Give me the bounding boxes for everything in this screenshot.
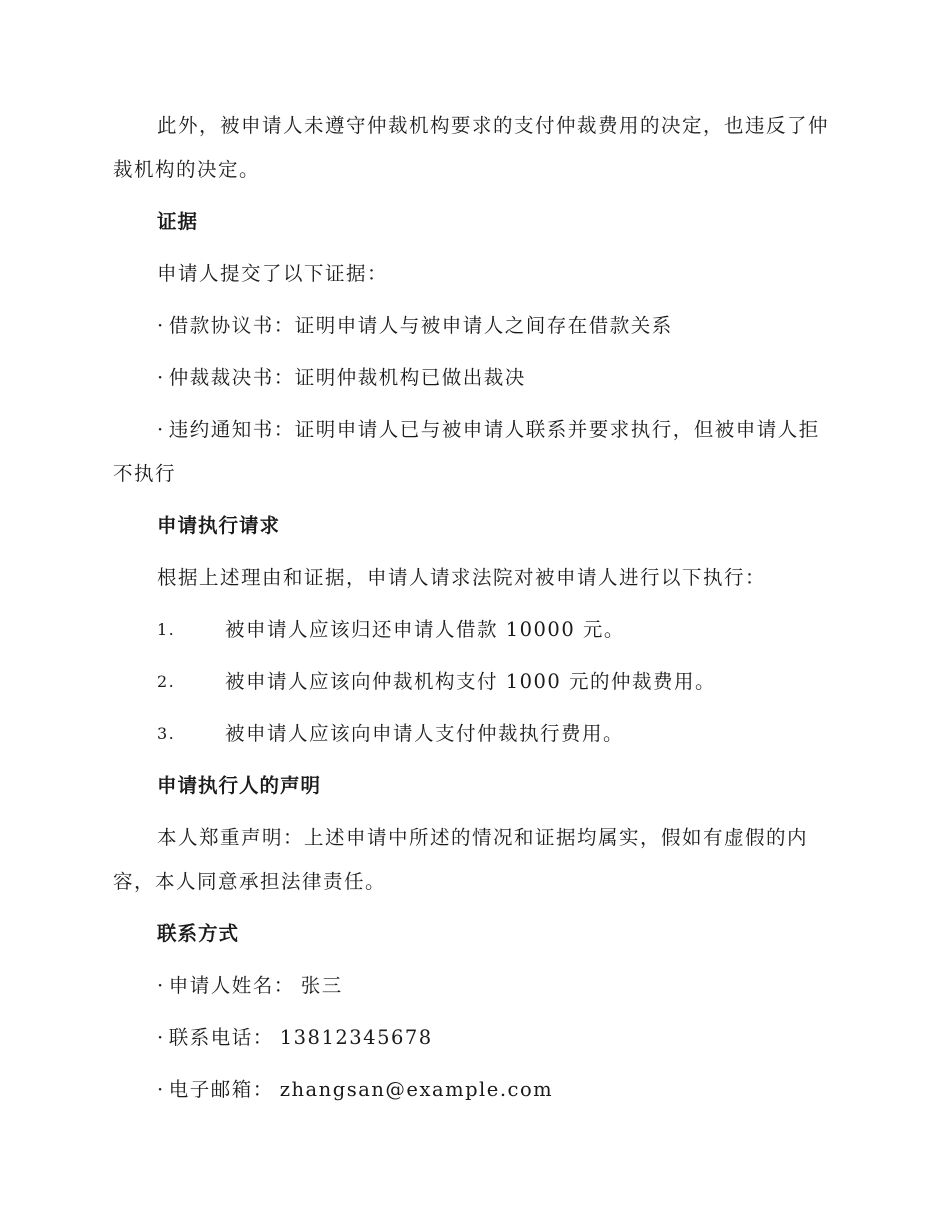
evidence-item-text: 借款协议书：证明申请人与被申请人之间存在借款关系 bbox=[168, 314, 673, 337]
request-item-number: 2. bbox=[157, 672, 176, 691]
evidence-item bbox=[113, 408, 833, 496]
intro-paragraph: 此外，被申请人未遵守仲裁机构要求的支付仲裁费用的决定，也违反了仲裁机构的决定。 bbox=[113, 114, 830, 181]
evidence-item-text: 仲裁裁决书：证明仲裁机构已做出裁决 bbox=[168, 366, 526, 389]
contact-phone bbox=[113, 1016, 833, 1060]
request-item-text: 被申请人应该向仲裁机构支付 1000 元的仲裁费用。 bbox=[225, 670, 717, 693]
document-page bbox=[113, 104, 833, 1120]
contact-name-value: 张三 bbox=[300, 974, 343, 997]
contact-phone-label: 联系电话： bbox=[168, 1026, 274, 1049]
contact-heading: 联系方式 bbox=[157, 922, 240, 945]
declaration-heading: 申请执行人的声明 bbox=[157, 774, 322, 797]
request-heading: 申请执行请求 bbox=[157, 514, 281, 537]
bullet-icon: · bbox=[157, 314, 165, 337]
contact-email-label: 电子邮箱： bbox=[168, 1078, 274, 1101]
bullet-icon: · bbox=[157, 1078, 165, 1101]
request-item bbox=[157, 660, 833, 704]
request-item-text: 被申请人应该向申请人支付仲裁执行费用。 bbox=[225, 722, 625, 745]
contact-name-label: 申请人姓名： bbox=[168, 974, 295, 997]
request-item bbox=[157, 712, 833, 756]
contact-email bbox=[113, 1068, 833, 1112]
request-item bbox=[157, 608, 833, 652]
contact-phone-value: 13812345678 bbox=[279, 1026, 433, 1049]
contact-email-value: zhangsan@example.com bbox=[279, 1078, 554, 1101]
contact-name bbox=[113, 964, 833, 1008]
evidence-heading: 证据 bbox=[157, 210, 199, 233]
evidence-item bbox=[113, 356, 833, 400]
bullet-icon: · bbox=[157, 418, 165, 441]
bullet-icon: · bbox=[157, 1026, 165, 1049]
declaration-text: 本人郑重声明：上述申请中所述的情况和证据均属实，假如有虚假的内容，本人同意承担法律责任。 bbox=[113, 826, 809, 893]
bullet-icon: · bbox=[157, 974, 165, 997]
bullet-icon: · bbox=[157, 366, 165, 389]
evidence-intro: 申请人提交了以下证据： bbox=[157, 262, 389, 285]
request-intro: 根据上述理由和证据，申请人请求法院对被申请人进行以下执行： bbox=[157, 566, 767, 589]
request-item-number: 3. bbox=[157, 724, 176, 743]
evidence-item-text: 违约通知书：证明申请人已与被申请人联系并要求执行，但被申请人拒不执行 bbox=[113, 418, 820, 485]
request-item-number: 1. bbox=[157, 620, 176, 639]
evidence-item bbox=[113, 304, 833, 348]
request-item-text: 被申请人应该归还申请人借款 10000 元。 bbox=[225, 618, 625, 641]
